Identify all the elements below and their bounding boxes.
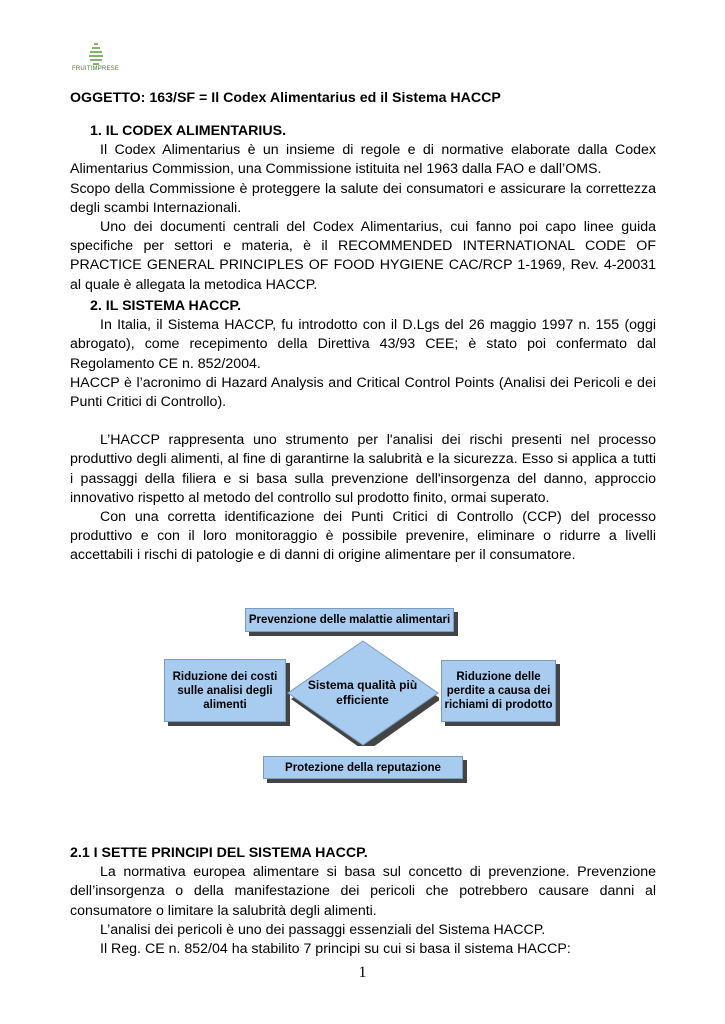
leaf-icon (72, 40, 128, 68)
section-codex (70, 122, 656, 295)
center-quality-system: Sistema qualità più efficiente (307, 678, 418, 707)
section-heading: 1. IL CODEX ALIMENTARIUS. (90, 123, 287, 139)
paragraph: Scopo della Commissione è proteggere la salute dei consumatori e assicurare la correttezza degli scambi Internazionali. (70, 180, 656, 216)
box-prevention: Prevenzione delle malattie alimentari (245, 608, 454, 632)
paragraph: Il Codex Alimentarius è un insieme di regole e di normative elaborate dalla Codex Alimentarius Commission, una Commissione istituita nel 1963 dalla FAO e dall’OMS. (70, 142, 656, 178)
page-number: 1 (358, 964, 367, 981)
subject-line: OGGETTO: 163/SF = Il Codex Alimentarius ed il Sistema HACCP (70, 90, 501, 106)
section-seven-principles (70, 844, 656, 959)
section-heading: 2.1 I SETTE PRINCIPI DEL SISTEMA HACCP. (70, 845, 368, 861)
section-heading: 2. IL SISTEMA HACCP. (90, 298, 242, 314)
paragraph: L’analisi dei pericoli è uno dei passaggi essenziali del Sistema HACCP. (100, 921, 546, 938)
paragraph: HACCP è l’acronimo di Hazard Analysis and Critical Control Points (Analisi dei Pericoli e dei Punti Critici di Controllo). (70, 374, 656, 411)
paragraph: Con una corretta identificazione dei Punti Critici di Controllo (CCP) del processo produttivo e con il loro monitoraggio è possibile prevenire, eliminare o ridurre a livelli accettabili i rischi di patologie e di danni di origine alimentare per il consumatore. (70, 509, 656, 564)
paragraph: L’HACCP rappresenta uno strumento per l'analisi dei rischi presenti nel processo produttivo degli alimenti, al fine di garantirne la salubrità e la sicurezza. Esso si applica a tutti i passaggi della filiera e si basa sulla prevenzione dell'insorgenza del danno, approccio innovativo rispetto al metodo del controllo sul prodotto finito, ormai superato. (70, 432, 656, 506)
fruitimprese-logo (72, 40, 128, 82)
paragraph: Uno dei documenti centrali del Codex Alimentarius, cui fanno poi capo linee guida specifiche per settori e materia, è il RECOMMENDED INTERNATIONAL CODE OF PRACTICE GENERAL PRINCIPLES OF FOOD HYGIENE CAC/RCP 1-1969, Rev. 4-20031 al quale è allegata la metodica HACCP. (70, 219, 656, 293)
box-recall-losses: Riduzione delle perdite a causa dei richiami di prodotto (441, 660, 556, 722)
section-haccp (70, 297, 656, 566)
paragraph: Il Reg. CE n. 852/04 ha stabilito 7 principi su cui si basa il sistema HACCP: (100, 941, 571, 958)
box-reputation: Protezione della reputazione (263, 756, 463, 779)
logo-text: FRUITIMPRESE (72, 66, 120, 72)
paragraph: In Italia, il Sistema HACCP, fu introdotto con il D.Lgs del 26 maggio 1997 n. 155 (oggi abrogato), come recepimento della Direttiva 43/93 CEE; è stato poi confermato dal Regolamento CE n. 852/2004. (70, 317, 656, 372)
box-cost-reduction: Riduzione dei costi sulle analisi degli alimenti (164, 659, 286, 722)
paragraph: La normativa europea alimentare si basa sul concetto di prevenzione. Prevenzione dell’insorgenza o della manifestazione dei pericoli che potrebbero causare danni al consumatore o limitare la salubrità degli alimenti. (70, 864, 656, 919)
